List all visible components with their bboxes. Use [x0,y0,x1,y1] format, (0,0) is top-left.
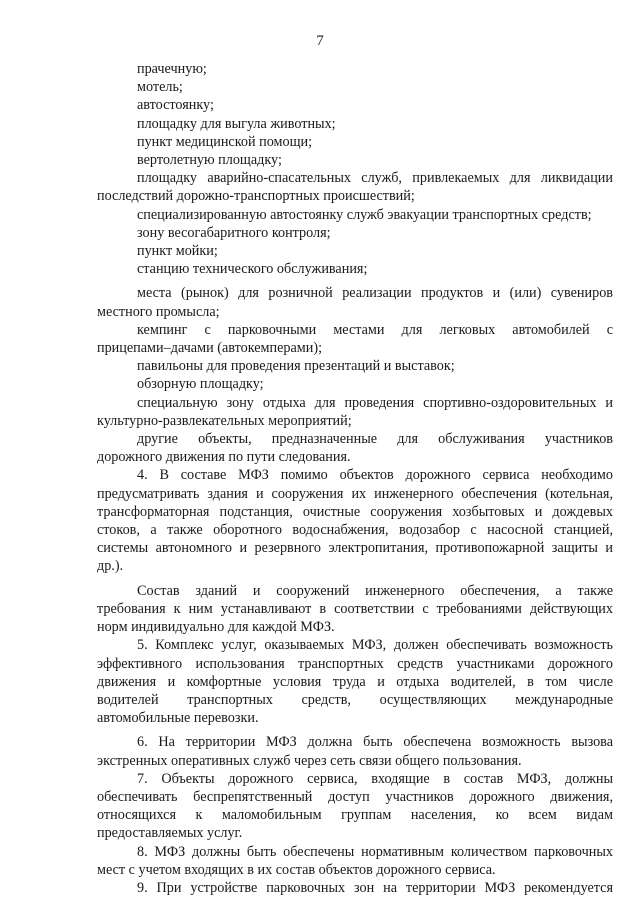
text-line: другие объекты, предназначенные для обслуживания участников [137,431,613,448]
text-line: площадку аварийно-спасательных служб, привлекаемых для ликвидации [137,170,613,187]
text-line: места (рынок) для розничной реализации продуктов и (или) сувениров [137,285,613,302]
text-line: специализированную автостоянку служб эвакуации транспортных средств; [137,206,592,223]
text-line: Состав зданий и сооружений инженерного обеспечения, а также [137,582,613,599]
text-line: 5. Комплекс услуг, оказываемых МФЗ, должен обеспечивать возможность [137,637,613,654]
text-line: вертолетную площадку; [137,152,282,169]
text-line: трансформаторная подстанция, очистные сооружения хозбытовых и дождевых [97,503,613,520]
text-line: автомобильные перевозки. [97,710,259,727]
text-line: водителей транспортных средств, осуществляющих международные [97,691,613,708]
text-line: зону весогабаритного контроля; [137,224,331,241]
text-line: мест с учетом входящих в их состав объектов дорожного сервиса. [97,861,496,878]
text-line: требования к ним устанавливают в соответствии с требованиями действующих [97,600,613,617]
text-line: эффективного использования транспортных средств участниками дорожного [97,655,613,672]
text-line: дорожного движения по пути следования. [97,449,351,466]
text-line: обзорную площадку; [137,376,264,393]
text-line: 9. При устройстве парковочных зон на территории МФЗ рекомендуется [137,879,613,896]
text-line: пункт мойки; [137,243,218,260]
text-line: предусматривать здания и сооружения их инженерного обеспечения (котельная, [97,485,613,502]
text-line: местного промысла; [97,303,220,320]
text-line: др.). [97,558,124,575]
text-line: специальную зону отдыха для проведения спортивно-оздоровительных и [137,394,613,411]
text-line: норм индивидуально для каждой МФЗ. [97,619,335,636]
text-line: кемпинг с парковочными местами для легковых автомобилей с [137,321,613,338]
text-line: системы автономного и резервного электропитания, противопожарной защиты и [97,540,613,557]
text-line: павильоны для проведения презентаций и выставок; [137,358,455,375]
text-line: культурно-развлекательных мероприятий; [97,412,352,429]
text-line: мотель; [137,79,183,96]
text-line: 6. На территории МФЗ должна быть обеспечена возможность вызова [137,734,613,751]
text-line: предоставляемых услуг. [97,825,243,842]
text-line: экстренных оперативных служб через сеть связи общего пользования. [97,752,522,769]
text-line: станцию технического обслуживания; [137,261,368,278]
document-body [97,60,613,897]
text-line: автостоянку; [137,97,214,114]
text-line: прачечную; [137,61,207,77]
text-line: 4. В составе МФЗ помимо объектов дорожного сервиса необходимо [137,467,613,484]
text-line: пункт медицинской помощи; [137,133,313,150]
text-line: 8. МФЗ должны быть обеспечены нормативным количеством парковочных [137,843,613,860]
text-line: движения и комфортные условия труда и отдыха водителей, в том числе [97,673,613,690]
text-line: стоков, а также оборотного водоснабжения, водозабор с насосной станцией, [97,522,613,539]
text-line: обеспечивать беспрепятственный доступ участников дорожного движения, [97,788,613,805]
text-line: последствий дорожно-транспортных происшествий; [97,188,415,205]
text-line: 7. Объекты дорожного сервиса, входящие в состав МФЗ, должны [137,770,613,787]
text-line: относящихся к маломобильным группам населения, ко всем видам [97,807,613,824]
page-number: 7 [316,33,324,49]
text-line: площадку для выгула животных; [137,115,336,132]
text-line: прицепами–дачами (автокемперами); [97,340,323,357]
